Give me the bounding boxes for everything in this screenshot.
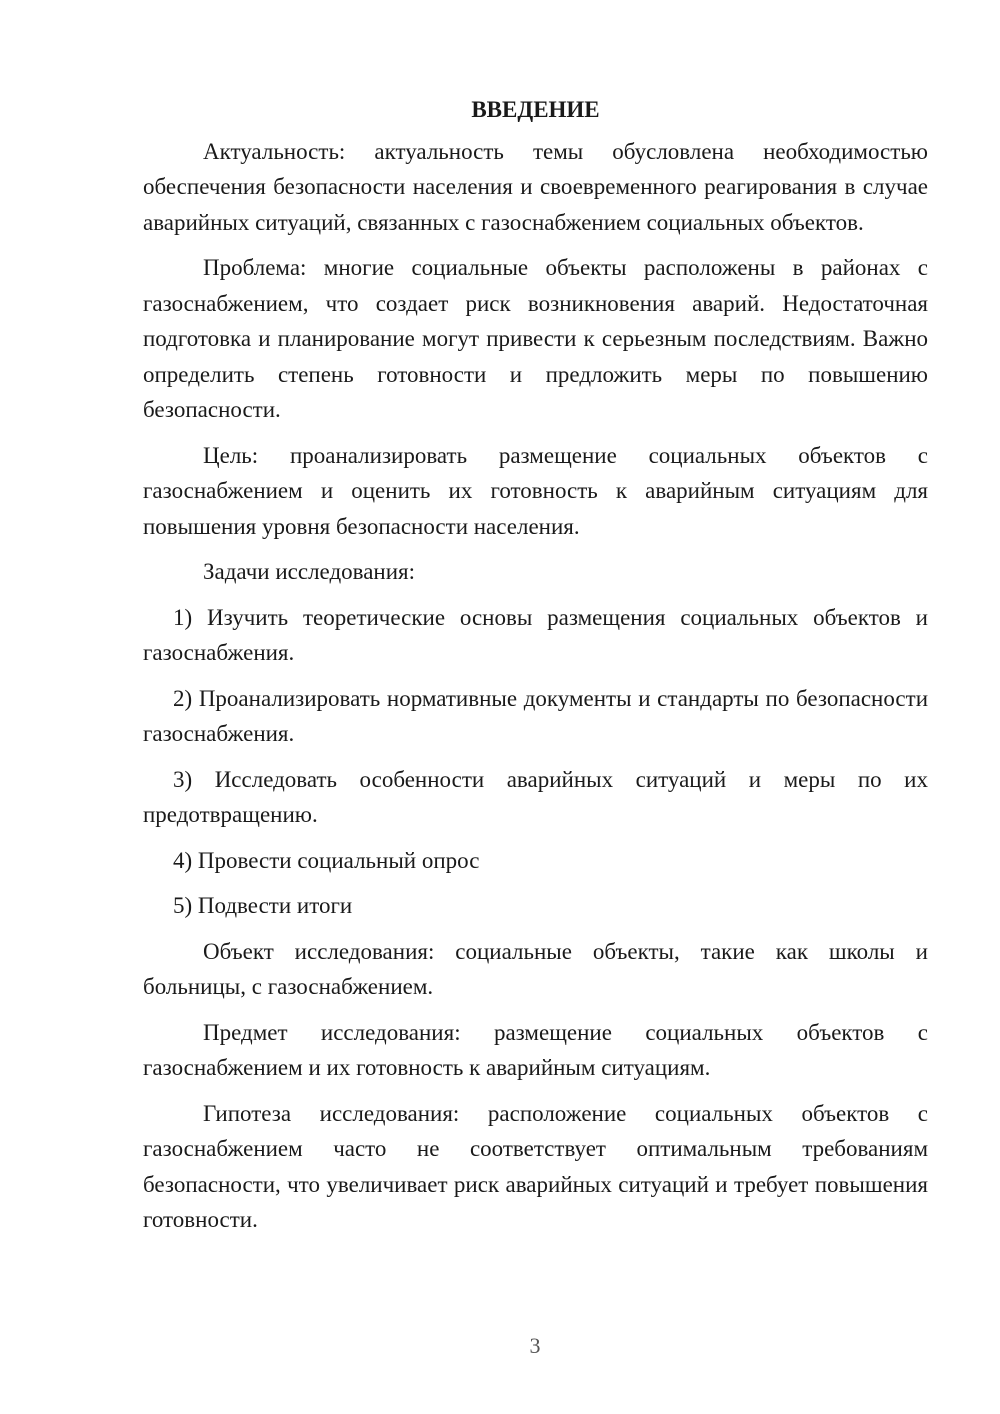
page-number: 3 [529, 1333, 541, 1358]
paragraph-object: Объект исследования: социальные объекты, такие как школы и больницы, с газоснабжением. [143, 938, 928, 999]
paragraph-subject: Предмет исследования: размещение социальных объектов с газоснабжением и их готовность к аварийным ситуациям. [143, 1019, 928, 1080]
paragraph-goal: Цель: проанализировать размещение социальных объектов с газоснабжением и оценить их готовность к аварийным ситуациям для повышения уровня безопасности населения. [143, 442, 928, 539]
paragraph-problem: Проблема: многие социальные объекты расположены в районах с газоснабжением, что создает риск возникновения аварий. Недостаточная подготовка и планирование могут привести к серьезным последствиям. Важно определить степень готовности и предложить меры по повышению безопасности. [143, 255, 928, 422]
tasks-heading: Задачи исследования: [203, 559, 416, 584]
task-item: 3) Исследовать особенности аварийных ситуаций и меры по их предотвращению. [143, 766, 928, 827]
task-item: 2) Проанализировать нормативные документы и стандарты по безопасности газоснабжения. [143, 685, 928, 746]
task-item: 4) Провести социальный опрос [173, 847, 480, 873]
page-content [143, 92, 928, 1248]
task-item: 1) Изучить теоретические основы размещения социальных объектов и газоснабжения. [143, 604, 928, 665]
paragraph-relevance: Актуальность: актуальность темы обусловлена необходимостью обеспечения безопасности населения и своевременного реагирования в случае аварийных ситуаций, связанных с газоснабжением социальных объектов. [143, 138, 928, 235]
task-item: 5) Подвести итоги [173, 893, 353, 918]
page-title: ВВЕДЕНИЕ [471, 97, 600, 122]
paragraph-hypothesis: Гипотеза исследования: расположение социальных объектов с газоснабжением часто не соответствует оптимальным требованиям безопасности, что увеличивает риск аварийных ситуаций и требует повышения готовности. [143, 1100, 928, 1232]
